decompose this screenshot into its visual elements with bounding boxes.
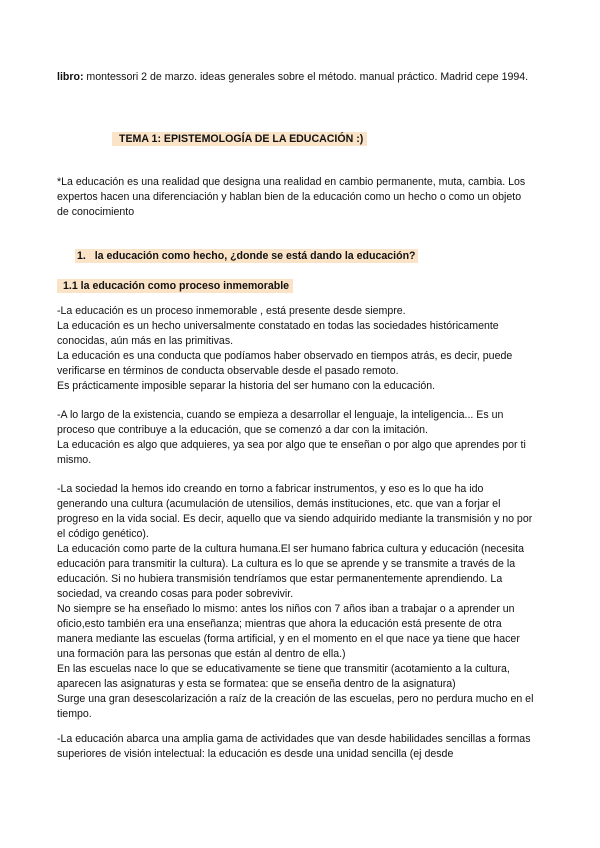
section-1-number: 1. — [77, 250, 86, 262]
paragraph-3: -La sociedad la hemos ido creando en torno a fabricar instrumentos, y eso es lo que ha ido generando una cultura (acumulación de utensilios, demás instituciones, etc. que van a forjar el progreso en la vida social. Es decir, aquello que va siendo adquirido mediante la transmisión y no por el código genético). La educación como parte de la cultura humana.El ser humano fabrica cultura y educación (necesita educación para transmitir la cultura). La cultura es lo que se aprende y se transmite a través de la educación. Si no hubiera transmisión tendríamos que estar permanentemente aprendiendo. La sociedad, va creando cosas para poder sobrevivir. No siempre se ha enseñado lo mismo: antes los niños con 7 años iban a trabajar o a aprender un oficio,esto también era una enseñanza; mientras que ahora la educación está presente de otra manera mediante las escuelas (forma artificial, y en el momento en el que nace ya tiene que hacer una formación para las personas que están al dentro de ella.) En las escuelas nace lo que se educativamente se tiene que transmitir (acotamiento a la cultura, aparecen las asignaturas y esta se formatea: que se enseña dentro de la asignatura) Surge una gran desescolarización a raíz de la creación de las escuelas, pero no perdura mucho en el tiempo. — [57, 483, 534, 720]
section-1-1-heading: 1.1 la educación como proceso inmemorable — [57, 279, 293, 293]
book-label: libro: — [57, 71, 84, 83]
section-1-title: la educación como hecho, ¿donde se está dando la educación? — [94, 250, 416, 262]
theme-heading: TEMA 1: EPISTEMOLOGÍA DE LA EDUCACIÓN :) — [112, 132, 367, 146]
paragraph-4: -La educación abarca una amplia gama de actividades que van desde habilidades sencillas a formas superiores de visión intelectual: la educación es desde una unidad sencilla (ej desde — [57, 733, 531, 760]
intro-paragraph: *La educación es una realidad que designa una realidad en cambio permanente, muta, cambia. Los expertos hacen una diferenciación y hablan bien de la educación como un hecho o como un objeto de conocimiento — [57, 176, 526, 218]
paragraph-2: -A lo largo de la existencia, cuando se empieza a desarrollar el lenguaje, la inteligencia... Es un proceso que contribuye a la educación, que se comenzó a dar con la imitación. La educación es algo que adquieres, ya sea por algo que te enseñan o por algo que aprendes por ti mismo. — [57, 409, 526, 466]
section-1-heading — [75, 246, 418, 264]
theme-heading-wrap — [112, 129, 367, 147]
section-1-1-heading-wrap — [57, 276, 293, 294]
book-reference — [57, 70, 535, 85]
book-text: montessori 2 de marzo. ideas generales sobre el método. manual práctico. Madrid cepe 1994. — [83, 71, 529, 83]
paragraph-1: -La educación es un proceso inmemorable , está presente desde siempre. La educación es un hecho universalmente constatado en todas las sociedades históricamente conocidas, aún más en las primitivas. La educación es una conducta que podíamos haber observado en tiempos atrás, es decir, puede verificarse en términos de conducta observable desde el pasado remoto. Es prácticamente imposible separar la historia del ser humano con la educación. — [57, 305, 513, 392]
